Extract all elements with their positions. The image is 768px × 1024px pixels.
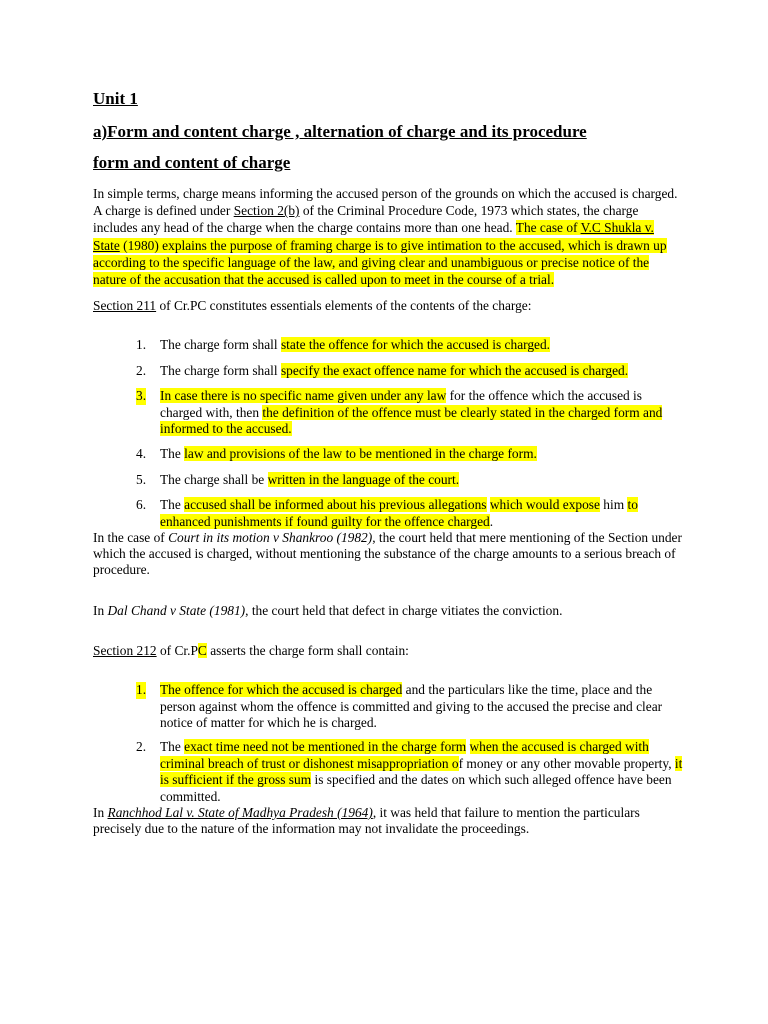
list-highlight: accused shall be informed about his previous allegations bbox=[184, 497, 487, 513]
section-211-text: of Cr.PC constitutes essentials elements of the contents of the charge: bbox=[156, 298, 532, 314]
dal-text-2: , the court held that defect in charge vitiates the conviction. bbox=[245, 602, 563, 618]
list-item bbox=[93, 388, 683, 437]
intro-highlight-2: (1980) explains the purpose of framing charge is to give intimation to the accused, which is drawn up according to the specific language of the law, and giving clear and unambiguous or precise notice of the nature of the accusation that the accused is called upon to meet in the course of a trial. bbox=[93, 237, 667, 288]
list-item bbox=[93, 497, 683, 530]
section-211-list bbox=[93, 337, 683, 530]
list-number: 5. bbox=[136, 471, 147, 487]
list-text: The charge form shall bbox=[160, 337, 281, 353]
list-text: is specified and the dates on which such alleged offence have been committed. bbox=[160, 772, 672, 804]
court-case-name: Court in its motion v Shankroo (1982) bbox=[168, 530, 373, 546]
section-212-list bbox=[93, 682, 683, 805]
section-212-link: Section 212 bbox=[93, 642, 157, 658]
list-text: The bbox=[160, 446, 185, 462]
list-highlight: the definition of the offence must be clearly stated in the charged form and informed to the accused. bbox=[160, 404, 663, 437]
dal-text-1: In bbox=[93, 602, 108, 618]
list-text: for the offence which the accused is charged with, then bbox=[160, 388, 642, 420]
list-item bbox=[93, 739, 683, 805]
list-text: The bbox=[160, 739, 185, 755]
list-number: 1. bbox=[136, 682, 147, 698]
section-212-text-2: asserts the charge form shall contain: bbox=[206, 642, 409, 658]
list-text: and the particulars like the time, place and the person against whom the offence is committed and giving to the accused the precise and clear notice of matter for which he is charged. bbox=[160, 682, 663, 730]
ranchhod-lal-paragraph bbox=[93, 805, 683, 837]
vc-shukla-case-link: V.C Shukla v. State bbox=[93, 220, 654, 253]
list-text: . bbox=[489, 513, 494, 529]
court-motion-paragraph bbox=[93, 530, 683, 579]
subtopic-heading: form and content of charge bbox=[93, 153, 291, 172]
list-highlight: specify the exact offence name for which the accused is charged. bbox=[280, 362, 629, 378]
list-highlight: which would expose bbox=[489, 497, 600, 513]
ranch-case-name: Ranchhod Lal v. State of Madhya Pradesh (1964) bbox=[107, 804, 373, 820]
list-highlight: written in the language of the court. bbox=[267, 471, 460, 487]
list-highlight: state the offence for which the accused is charged. bbox=[280, 337, 551, 353]
section-212-text-1: of Cr.P bbox=[156, 642, 198, 658]
list-number: 2. bbox=[136, 739, 147, 755]
list-text: The bbox=[160, 497, 185, 513]
court-text-2: , the court held that mere mentioning of the Section under which the accused is charged, without mentioning the substance of the charge amounts to a serious breach of procedure. bbox=[93, 530, 682, 578]
intro-paragraph bbox=[93, 185, 683, 288]
list-item bbox=[93, 472, 683, 488]
section-2b-link: Section 2(b) bbox=[233, 203, 300, 219]
list-text: The charge shall be bbox=[160, 471, 268, 487]
dal-case-name: Dal Chand v State (1981) bbox=[107, 602, 246, 618]
list-highlight: when the accused is charged with criminal breach of trust or dishonest misappropriation o bbox=[160, 739, 649, 771]
intro-text-1: In simple terms, charge means informing the accused person of the grounds on which the accused is charged. A charge is defined under bbox=[93, 186, 678, 219]
list-number: 6. bbox=[136, 497, 147, 513]
topic-heading: a)Form and content charge , alternation of charge and its procedure bbox=[93, 122, 587, 141]
list-text: The charge form shall bbox=[160, 362, 281, 378]
list-item bbox=[93, 446, 683, 462]
list-item bbox=[93, 337, 683, 353]
list-item bbox=[93, 682, 683, 731]
list-highlight: exact time need not be mentioned in the charge form bbox=[184, 739, 467, 755]
list-number: 3. bbox=[136, 388, 147, 404]
section-212-paragraph bbox=[93, 642, 683, 659]
list-text bbox=[466, 739, 469, 754]
ranch-text-2: , it was held that failure to mention the particulars precisely due to the nature of the information may not invalidate the proceedings. bbox=[93, 804, 640, 837]
court-text-1: In the case of bbox=[93, 530, 169, 546]
ranch-text-1: In bbox=[93, 804, 108, 820]
list-text: f money or any other movable property, bbox=[458, 755, 675, 771]
intro-highlight-1: The case of bbox=[515, 220, 581, 236]
dal-chand-paragraph bbox=[93, 602, 683, 619]
list-highlight: it is sufficient if the gross sum bbox=[160, 755, 683, 788]
list-number: 1. bbox=[136, 337, 147, 353]
unit-heading: Unit 1 bbox=[93, 89, 138, 108]
list-highlight: to enhanced punishments if found guilty for the offence charged bbox=[160, 497, 638, 529]
list-number: 4. bbox=[136, 446, 147, 462]
intro-text-2: of the Criminal Procedure Code, 1973 which states, the charge includes any head of the charge when the charge contains more than one head. bbox=[93, 203, 639, 236]
list-text: him bbox=[599, 497, 628, 513]
section-211-link: Section 211 bbox=[93, 298, 157, 314]
list-number: 2. bbox=[136, 362, 147, 378]
list-highlight: The offence for which the accused is charged bbox=[160, 682, 403, 698]
document-page bbox=[93, 88, 683, 837]
list-highlight: law and provisions of the law to be mentioned in the charge form. bbox=[184, 446, 537, 462]
list-highlight: In case there is no specific name given under any law bbox=[160, 388, 447, 404]
section-212-highlight: C bbox=[197, 642, 207, 658]
list-item bbox=[93, 363, 683, 379]
section-211-paragraph bbox=[93, 297, 683, 314]
